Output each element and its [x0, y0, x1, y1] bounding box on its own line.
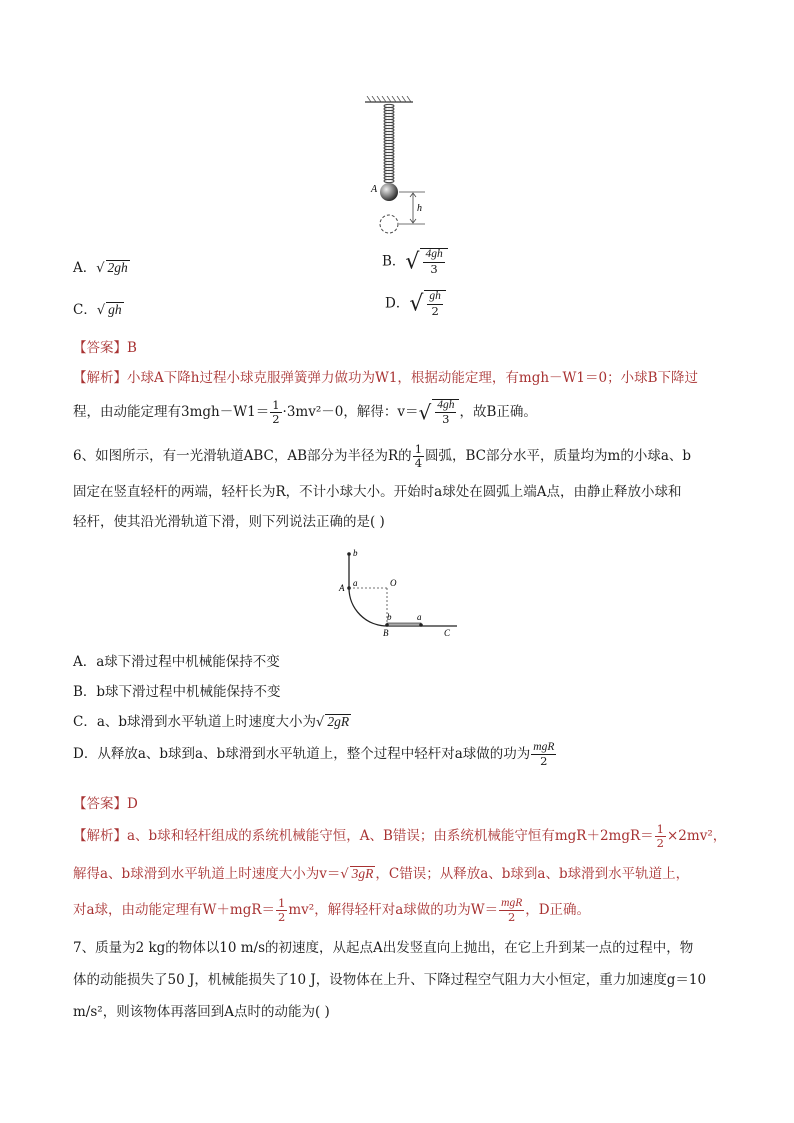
- fig2-label-B: B: [383, 628, 389, 638]
- spring-ball-figure: [355, 96, 445, 236]
- fig2-label-a-top: a: [353, 578, 358, 588]
- fig2-label-b-top: b: [353, 548, 358, 558]
- q6-option-a: A．a球下滑过程中机械能保持不变: [73, 654, 280, 670]
- q5-analysis-line2: 程，由动能定理有3mgh－W1＝ $\frac{1}{2}$ ·3mv²－0，解得：v＝√ $\frac{4gh}{3}$ ，故B正确。: [73, 397, 537, 426]
- fig2-label-C: C: [444, 628, 451, 638]
- q6-analysis-line2: 解得a、b球滑到水平轨道上时速度大小为v＝√ 3gR ，C错误；从释放a、b球到a、b球滑到水平轨道上，: [73, 866, 690, 882]
- fig1-label-h: h: [417, 203, 422, 214]
- fig2-label-O: O: [390, 578, 397, 588]
- q6-stem-line2: 固定在竖直轻杆的两端，轻杆长为R，不计小球大小。开始时a球处在圆弧上端A点，由静止释放小球和: [73, 484, 682, 500]
- q7-line3: m/s²，则该物体再落回到A点时的动能为( ): [73, 1004, 330, 1020]
- fig2-label-b-bot: b: [387, 612, 392, 622]
- fig2-label-a-bot: a: [417, 612, 422, 622]
- q5-option-c: C．√ gh: [73, 302, 122, 318]
- q6-stem-line1: 6、如图所示，有一光滑轨道ABC，AB部分为半径为R的 $\frac{1}{4}$ 圆弧，BC部分水平，质量均为m的小球a、b: [73, 441, 692, 470]
- q5-option-d: D．√ $\frac{gh}{2}$: [385, 290, 446, 317]
- q6-answer: 【答案】D: [73, 796, 138, 812]
- spring-coil-turn: [384, 179, 394, 182]
- q6-analysis-line1: 【解析】a、b球和轻杆组成的系统机械能守恒，A、B错误；由系统机械能守恒有mgR＋2mgR＝ $\frac{1}{2}$ ×2mv²，: [73, 821, 727, 850]
- q6-analysis-line3: 对a球，由动能定理有W＋mgR＝ $\frac{1}{2}$ mv²，解得轻杆对a球做的功为W＝ $\frac{\text{mgR}}{2}$ ，D正确。: [73, 895, 591, 924]
- q5-answer: 【答案】B: [73, 340, 137, 356]
- q6-option-b: B．b球下滑过程中机械能保持不变: [73, 684, 281, 700]
- track-figure: [335, 546, 465, 638]
- q5-option-b: B．√ $\frac{4gh}{3}$: [382, 248, 448, 275]
- q7-line1: 7、质量为2 kg的物体以10 m/s的初速度，从起点A出发竖直向上抛出，在它上升到某一点的过程中，物: [73, 940, 694, 956]
- q5-analysis-line1: 【解析】小球A下降h过程小球克服弹簧弹力做功为W1，根据动能定理，有mgh－W1＝0；小球B下降过: [73, 370, 699, 386]
- q6-option-d: D．从释放a、b球到a、b球滑到水平轨道上，整个过程中轻杆对a球做的功为 $\frac{\text{mgR}}{2}$: [73, 740, 555, 768]
- q7-line2: 体的动能损失了50 J，机械能损失了10 J，设物体在上升、下降过程空气阻力大小恒定，重力加速度g＝10: [73, 972, 707, 988]
- q6-option-c: C．a、b球滑到水平轨道上时速度大小为√ 2gR: [73, 714, 350, 730]
- q5-option-a: A．√ 2gh: [73, 260, 128, 276]
- q6-stem-line3: 轻杆，使其沿光滑轨道下滑，则下列说法正确的是( ): [73, 514, 385, 530]
- fig1-label-a: A: [371, 184, 378, 195]
- fig2-label-A: A: [339, 583, 345, 593]
